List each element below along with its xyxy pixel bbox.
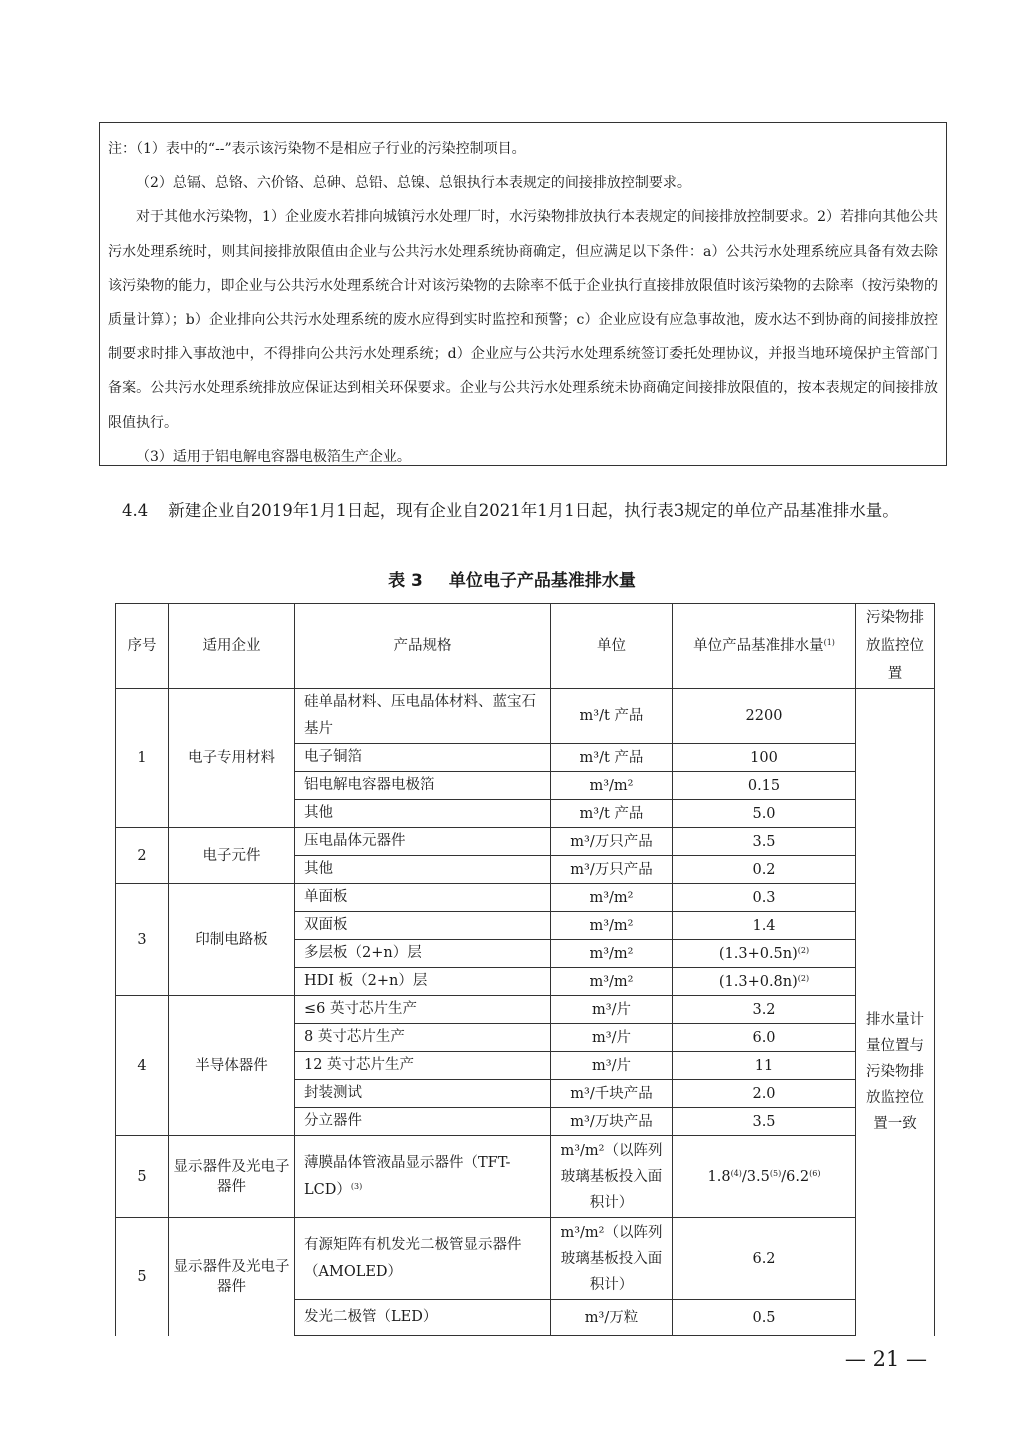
- header-enterprise: 适用企业: [169, 604, 295, 689]
- seq-cell: 5: [116, 1136, 169, 1218]
- unit-cell: m³/m²（以阵列玻璃基板投入面积计）: [551, 1136, 673, 1218]
- note-paragraph: 对于其他水污染物，1）企业废水若排向城镇污水处理厂时，水污染物排放执行本表规定的间接排放控制要求。2）若排向其他公共污水处理系统时，则其间接排放限值由企业与公共污水处理系统协商确定，但应满足以下条件：a）公共污水处理系统应具备有效去除该污染物的能力，即企业与公共污水处理系统合计对该污染物的去除率不低于企业执行直接排放限值时该污染物的去除率（按污染物的质量计算）；b）企业排向公共污水处理系统的废水应得到实时监控和预警；c）企业应设有应急事故池，废水达不到协商的间接排放控制要求时排入事故池中，不得排向公共污水处理系统；d）企业应与公共污水处理系统签订委托处理协议，并报当地环境保护主管部门备案。公共污水处理系统排放应保证达到相关环保要求。企业与公共污水处理系统未协商确定间接排放限值的，按本表规定的间接排放限值执行。: [108, 209, 938, 431]
- value-cell: 3.5: [673, 1108, 856, 1136]
- spec-cell: 发光二极管（LED）: [295, 1300, 551, 1336]
- clause-text: 新建企业自2019年1月1日起，现有企业自2021年1月1日起，执行表3规定的单位产品基准排水量。: [168, 501, 899, 520]
- seq-cell: 5: [116, 1218, 169, 1336]
- table-notes-box: [99, 122, 947, 466]
- table-row: [116, 996, 935, 1024]
- clause-4-4: [110, 494, 930, 528]
- spec-cell: ≤6 英寸芯片生产: [295, 996, 551, 1024]
- unit-cell: m³/t 产品: [551, 744, 673, 772]
- unit-cell: m³/t 产品: [551, 800, 673, 828]
- spec-cell: 其他: [295, 856, 551, 884]
- unit-cell: m³/片: [551, 996, 673, 1024]
- spec-cell: HDI 板（2+n）层: [295, 968, 551, 996]
- seq-cell: 3: [116, 884, 169, 996]
- header-volume: 单位产品基准排水量$^{(1)}$: [673, 604, 856, 689]
- unit-cell: m³/万粒: [551, 1300, 673, 1336]
- discharge-volume-table: [115, 603, 935, 1336]
- value-cell: 1.8$^{(4)}$/3.5$^{(5)}$/6.2$^{(6)}$: [673, 1136, 856, 1218]
- enterprise-cell: 电子专用材料: [169, 689, 295, 828]
- spec-cell: 硅单晶材料、压电晶体材料、蓝宝石基片: [295, 689, 551, 744]
- table-caption: [0, 566, 1024, 591]
- spec-cell: 单面板: [295, 884, 551, 912]
- value-cell: 3.5: [673, 828, 856, 856]
- spec-cell: 8 英寸芯片生产: [295, 1024, 551, 1052]
- unit-cell: m³/t 产品: [551, 689, 673, 744]
- unit-cell: m³/万块产品: [551, 1108, 673, 1136]
- spec-cell: 双面板: [295, 912, 551, 940]
- unit-cell: m³/万只产品: [551, 828, 673, 856]
- spec-cell: 薄膜晶体管液晶显示器件$(TFT-LCD)^{(3)}$: [295, 1136, 551, 1218]
- spec-cell: 压电晶体元器件: [295, 828, 551, 856]
- unit-cell: m³/片: [551, 1052, 673, 1080]
- table-caption-title: 单位电子产品基准排水量: [448, 571, 636, 591]
- spec-cell: 分立器件: [295, 1108, 551, 1136]
- value-cell: 0.5: [673, 1300, 856, 1336]
- value-cell: 5.0: [673, 800, 856, 828]
- value-cell: 0.15: [673, 772, 856, 800]
- table-row: [116, 1218, 935, 1300]
- unit-cell: m³/m²（以阵列玻璃基板投入面积计）: [551, 1218, 673, 1300]
- seq-cell: 1: [116, 689, 169, 828]
- spec-cell: 12 英寸芯片生产: [295, 1052, 551, 1080]
- unit-cell: m³/m²: [551, 772, 673, 800]
- spec-cell: 电子铜箔: [295, 744, 551, 772]
- value-cell: 2.0: [673, 1080, 856, 1108]
- table-row: [116, 689, 935, 744]
- spec-cell: 铝电解电容器电极箔: [295, 772, 551, 800]
- spec-cell: 其他: [295, 800, 551, 828]
- unit-cell: m³/片: [551, 1024, 673, 1052]
- value-cell: 100: [673, 744, 856, 772]
- unit-cell: m³/m²: [551, 884, 673, 912]
- value-cell: 6.0: [673, 1024, 856, 1052]
- value-cell: $(1.3+0.5n)^{(2)}$: [673, 940, 856, 968]
- value-cell: 3.2: [673, 996, 856, 1024]
- value-cell: 1.4: [673, 912, 856, 940]
- unit-cell: m³/万只产品: [551, 856, 673, 884]
- seq-cell: 4: [116, 996, 169, 1136]
- enterprise-cell: 电子元件: [169, 828, 295, 884]
- enterprise-cell: 半导体器件: [169, 996, 295, 1136]
- value-cell: 0.3: [673, 884, 856, 912]
- spec-cell: 封装测试: [295, 1080, 551, 1108]
- enterprise-cell: 印制电路板: [169, 884, 295, 996]
- header-monitor: 污染物排放监控位置: [856, 604, 935, 689]
- spec-cell: 有源矩阵有机发光二极管显示器件（AMOLED）: [295, 1218, 551, 1300]
- enterprise-cell: 显示器件及光电子器件: [169, 1136, 295, 1218]
- value-cell: $(1.3+0.8n)^{(2)}$: [673, 968, 856, 996]
- value-cell: 6.2: [673, 1218, 856, 1300]
- value-cell: 2200: [673, 689, 856, 744]
- table-row: [116, 884, 935, 912]
- enterprise-cell: 显示器件及光电子器件: [169, 1218, 295, 1336]
- value-cell: 11: [673, 1052, 856, 1080]
- unit-cell: m³/m²: [551, 968, 673, 996]
- table-row: [116, 1136, 935, 1218]
- unit-cell: m³/千块产品: [551, 1080, 673, 1108]
- seq-cell: 2: [116, 828, 169, 884]
- header-unit: 单位: [551, 604, 673, 689]
- table-header-row: [116, 604, 935, 689]
- table-caption-number: 表 3: [388, 571, 423, 591]
- note-3: （3）适用于铝电解电容器电极箔生产企业。: [136, 448, 411, 465]
- clause-number: 4.4: [122, 501, 149, 520]
- note-1: 注：（1）表中的“--”表示该污染物不是相应子行业的污染控制项目。: [108, 141, 526, 157]
- table-row: [116, 828, 935, 856]
- unit-cell: m³/m²: [551, 940, 673, 968]
- header-seq: 序号: [116, 604, 169, 689]
- value-cell: 0.2: [673, 856, 856, 884]
- header-spec: 产品规格: [295, 604, 551, 689]
- note-2: （2）总镉、总铬、六价铬、总砷、总铅、总镍、总银执行本表规定的间接排放控制要求。: [136, 175, 691, 192]
- monitor-position-cell: 排水量计量位置与污染物排放监控位置一致: [856, 689, 935, 1336]
- page-number: — 21 —: [844, 1347, 927, 1371]
- unit-cell: m³/m²: [551, 912, 673, 940]
- spec-cell: 多层板（2+n）层: [295, 940, 551, 968]
